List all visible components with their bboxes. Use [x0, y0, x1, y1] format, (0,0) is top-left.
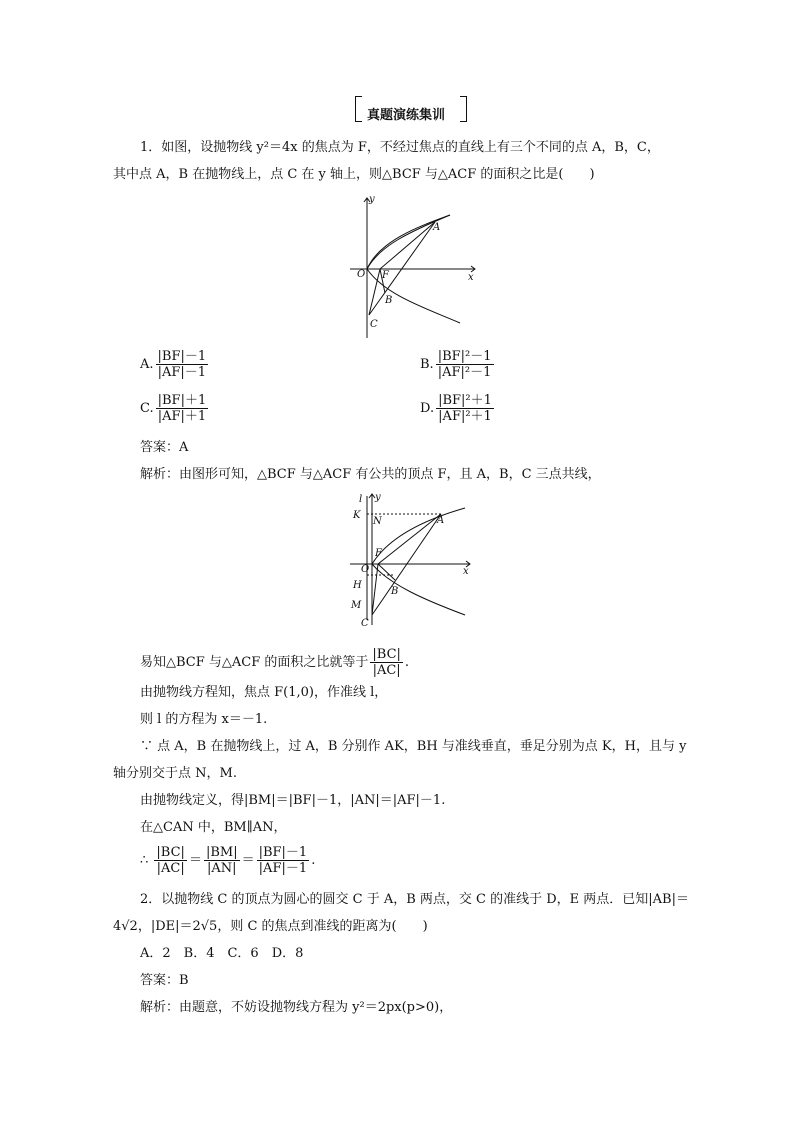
fig2-label-o: O [361, 564, 370, 575]
q1-answer: 答案：A [140, 440, 189, 455]
q1-stem-line2: 其中点 A，B 在抛物线上，点 C 在 y 轴上，则△BCF 与△ACF 的面积之比是( ) [113, 167, 595, 182]
fig2-label-c: C [361, 618, 369, 629]
q1-step-4b: 轴分别交于点 N，M. [113, 766, 237, 781]
q2-stem-line1: 2．以抛物线 C 的顶点为圆心的圆交 C 于 A，B 两点，交 C 的准线于 D，E 两点．已知|AB|＝ [140, 892, 689, 907]
q1-option-c: C. $\frac{|BF|+1}{|AF|+1}$ [140, 393, 207, 424]
q1-option-d: D. $\frac{\text{|BF|²＋1}}{\text{|AF|²＋1}}$ [420, 393, 492, 424]
fig2-label-h: H [353, 580, 362, 591]
fig2-label-a: A [437, 515, 445, 526]
fig1-label-a: A [433, 222, 441, 233]
fig1-label-c: C [370, 319, 378, 330]
section-title: 真题演练集训 [367, 108, 446, 123]
left-bracket [355, 96, 362, 122]
q1-option-b: B. $\frac{\text{|BF|²－1}}{\text{|AF|²－1}}$ [420, 349, 492, 380]
fig2-label-x: x [463, 566, 469, 577]
fig1-label-b: B [385, 295, 393, 306]
q1-step-1: 易知△BCF 与△ACF 的面积之比就等于 $\frac{|BC|}{|AC|}$ . [140, 647, 410, 678]
fig1-label-y: y [369, 194, 375, 205]
fig2-label-m: M [351, 600, 362, 611]
q1-step-5: 由抛物线定义，得|BM|＝|BF|－1，|AN|＝|AF|－1. [140, 793, 446, 808]
section-title-box [355, 96, 467, 122]
q1-step-3: 则 l 的方程为 x＝－1. [140, 712, 268, 727]
fig1-label-f: F [382, 270, 389, 281]
q1-step-4a: ∵ 点 A，B 在抛物线上，过 A，B 分别作 AK，BH 与准线垂直，垂足分别为点 K，H，且与 y [140, 739, 687, 754]
fig2-label-n: N [373, 516, 382, 527]
q1-option-a: A. $\frac{|BF|-1}{|AF|-1}$ [140, 349, 207, 380]
q1-step-6: 在△CAN 中，BM∥AN， [140, 820, 287, 835]
fig1-label-x: x [468, 272, 474, 283]
figure-2-parabola-directrix [345, 490, 475, 630]
fig2-label-y: y [375, 492, 381, 503]
fig2-label-k: K [353, 510, 361, 521]
q1-analysis: 解析：由图形可知，△BCF 与△ACF 有公共的顶点 F，且 A，B，C 三点共线， [140, 467, 601, 482]
fig2-label-f: F [375, 548, 382, 559]
q1-stem-line1: 1．如图，设抛物线 y²＝4x 的焦点为 F，不经过焦点的直线上有三个不同的点 A，B，C， [140, 140, 660, 155]
q2-options: A．2 B．4 C．6 D．8 [140, 946, 304, 961]
q1-step-2: 由抛物线方程知，焦点 F(1,0)，作准线 l， [140, 685, 388, 700]
fig1-label-o: O [357, 269, 366, 280]
q1-step-7: ∴ $\frac{|BC|}{|AC|}$ ＝ $\frac{|BM|}{|AN|}$ ＝ $\frac{|BF|-1}{|AF|-1}$ . [140, 845, 316, 876]
fig2-label-b: B [391, 586, 399, 597]
fig2-label-l: l [359, 494, 363, 505]
q2-analysis: 解析：由题意，不妨设抛物线方程为 y²＝2px(p>0)， [140, 1000, 453, 1015]
figure-1-parabola [340, 190, 485, 340]
right-bracket [460, 96, 467, 122]
q2-stem-line2: 4√2，|DE|＝2√5，则 C 的焦点到准线的距离为( ) [113, 919, 428, 934]
q2-answer: 答案：B [140, 973, 189, 988]
